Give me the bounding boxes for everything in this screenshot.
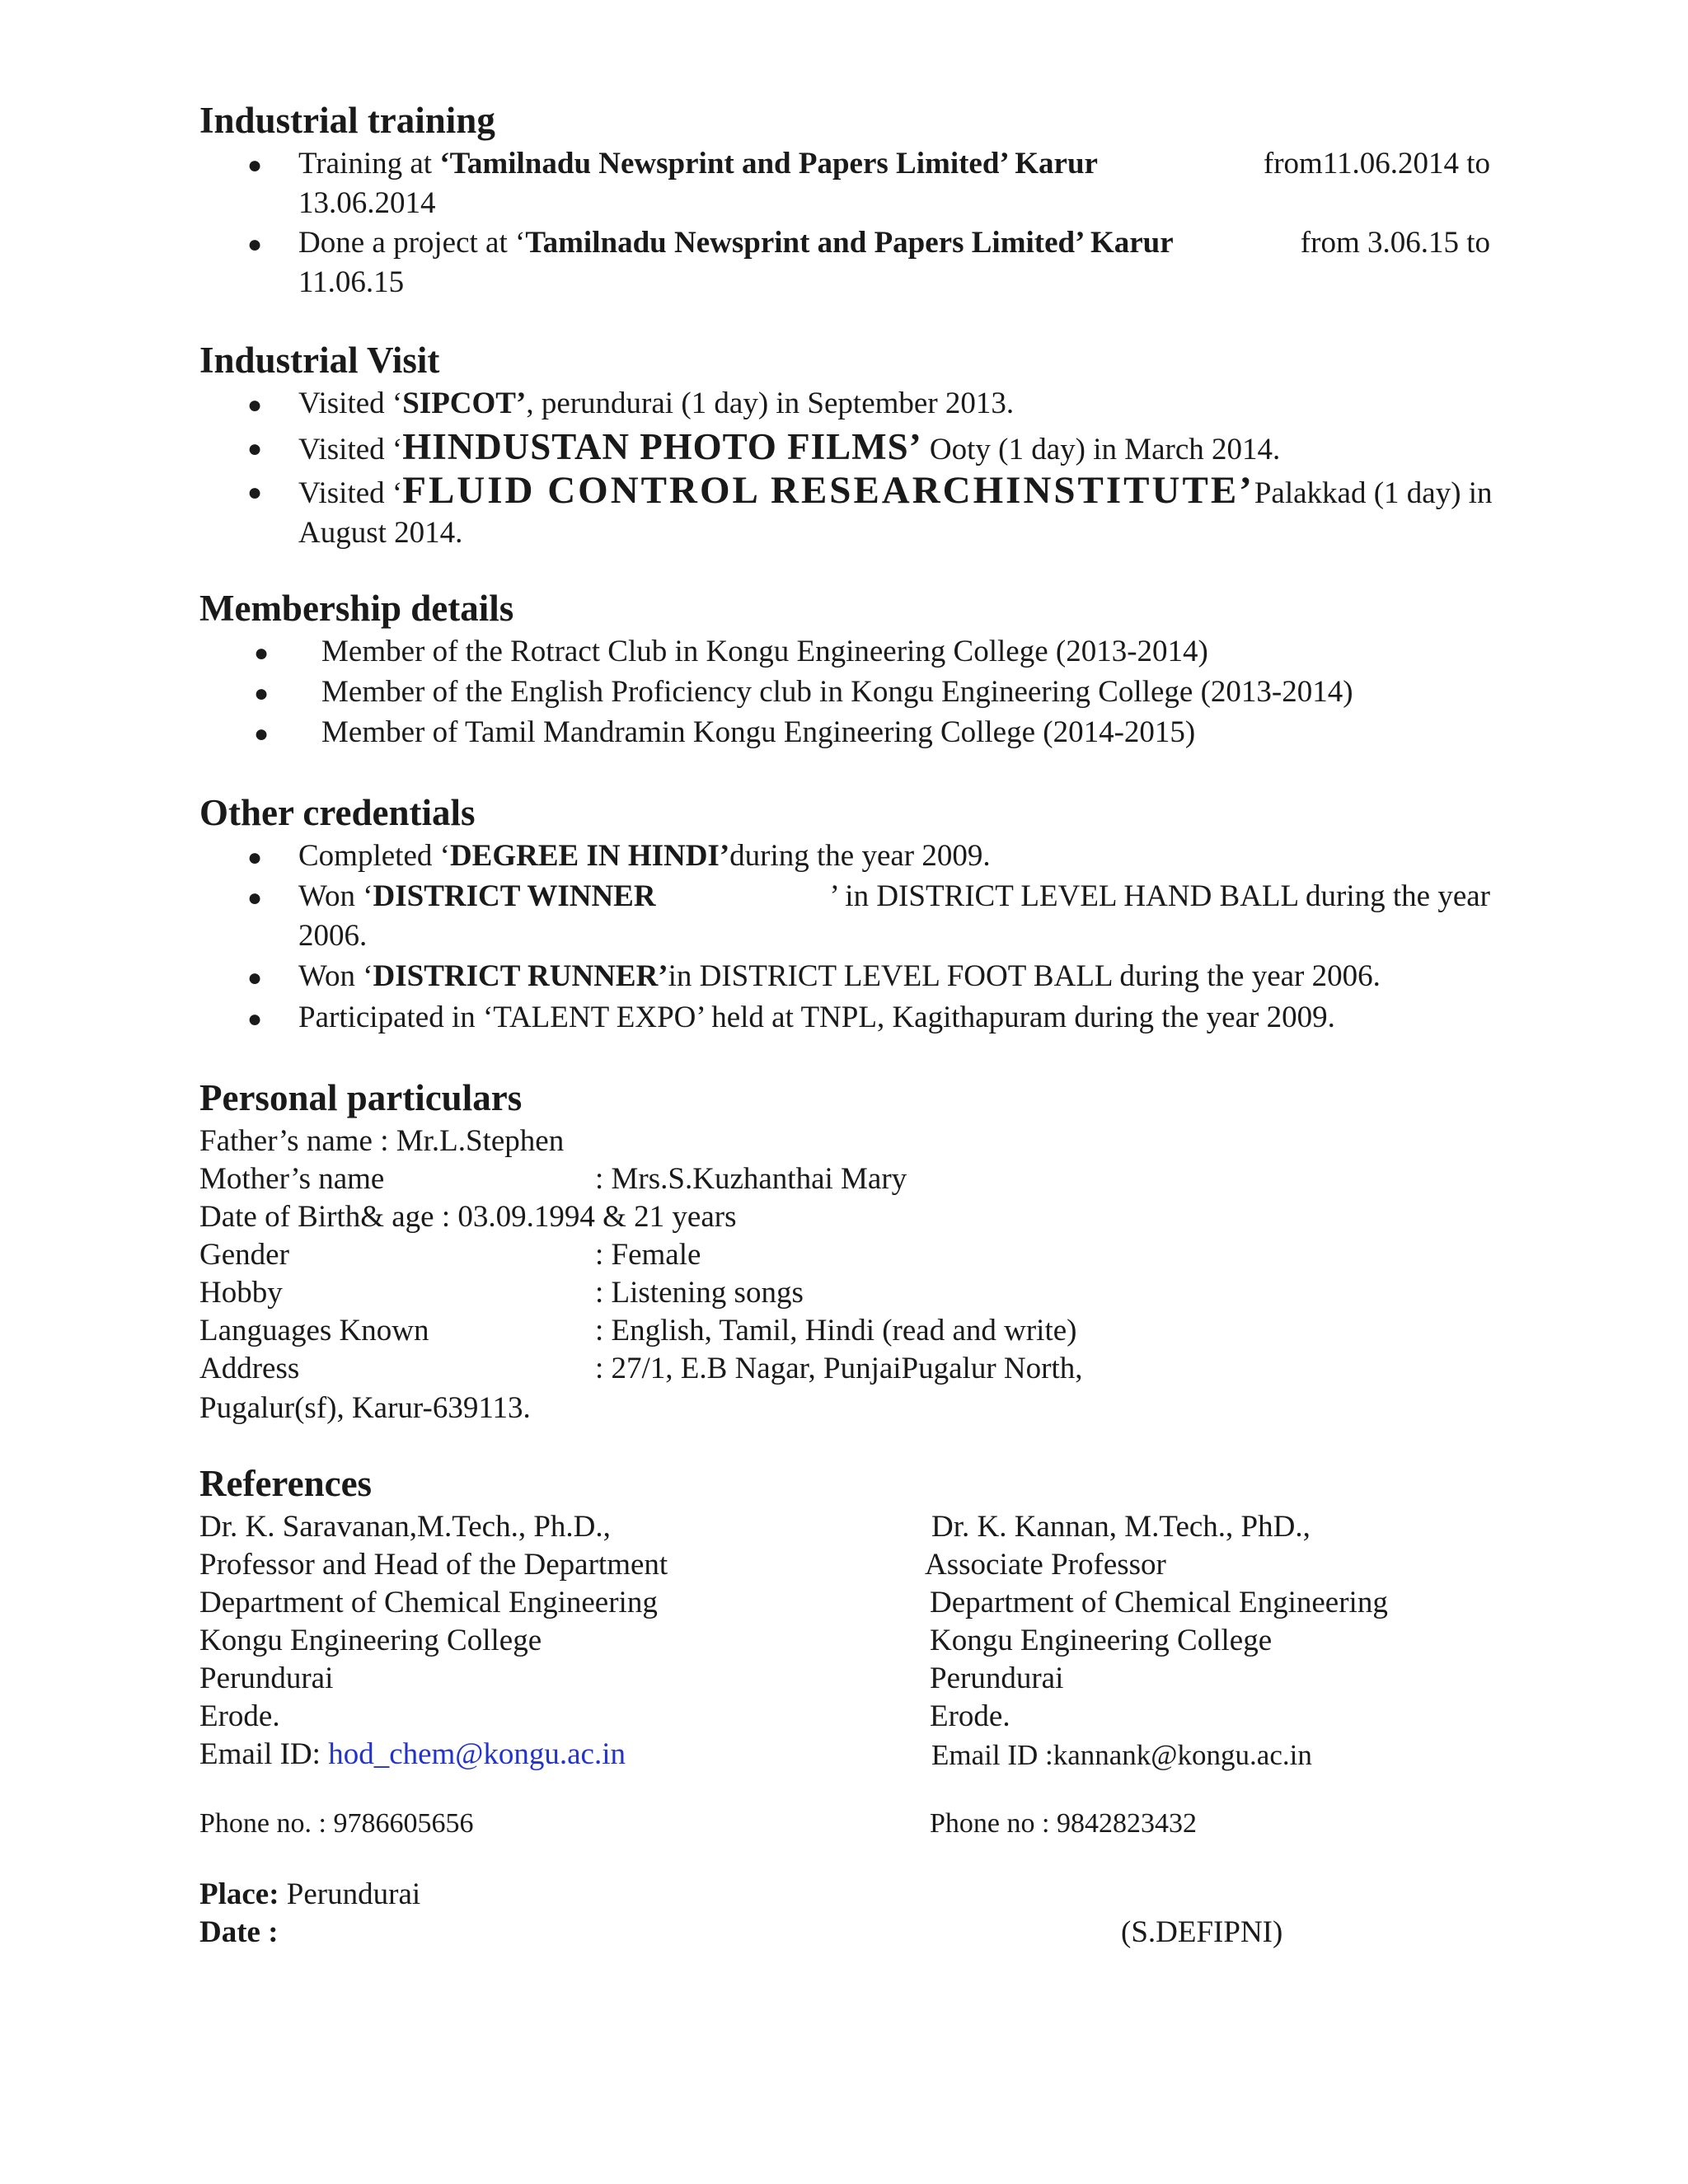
address-cont: Pugalur(sf), Karur-639113. bbox=[199, 1391, 531, 1425]
training-item-2-cont: 11.06.15 bbox=[298, 265, 405, 299]
ref1-name: Dr. K. Saravanan,M.Tech., Ph.D., bbox=[199, 1510, 611, 1544]
dob-age: Date of Birth& age : 03.09.1994 & 21 years bbox=[199, 1200, 737, 1234]
ref2-phone: Phone no : 9842823432 bbox=[930, 1808, 1197, 1839]
credential-item-3: Won ‘DISTRICT RUNNER’in DISTRICT LEVEL FOOT BALL during the year 2006. bbox=[298, 959, 1381, 993]
bullet: ● bbox=[247, 435, 263, 462]
ref1-phone: Phone no. : 9786605656 bbox=[199, 1808, 474, 1839]
bullet: ● bbox=[247, 479, 263, 506]
section-heading-industrial-training: Industrial training bbox=[199, 100, 495, 141]
bullet: ● bbox=[247, 1005, 263, 1033]
bullet: ● bbox=[247, 884, 263, 912]
visit-item-1: Visited ‘SIPCOT’, perundurai (1 day) in September 2013. bbox=[298, 387, 1015, 420]
visit-item-3: Visited ‘FLUID CONTROL RESEARCHINSTITUTE’ Palakkad (1 day) in bbox=[298, 469, 1493, 512]
gender-label: Gender bbox=[199, 1238, 289, 1272]
ref1-email: Email ID: hod_chem@kongu.ac.in bbox=[199, 1737, 626, 1771]
visit-item-3-cont: August 2014. bbox=[298, 516, 463, 550]
ref2-email: Email ID :kannank@kongu.ac.in bbox=[931, 1739, 1312, 1771]
bullet: ● bbox=[247, 231, 263, 258]
bullet: ● bbox=[247, 964, 263, 991]
visit-item-2: Visited ‘HINDUSTAN PHOTO FILMS’ Ooty (1 day) in March 2014. bbox=[298, 426, 1281, 467]
ref1-city: Erode. bbox=[199, 1699, 280, 1733]
ref2-college: Kongu Engineering College bbox=[930, 1624, 1273, 1657]
credential-item-4: Participated in ‘TALENT EXPO’ held at TNPL, Kagithapuram during the year 2009. bbox=[298, 1001, 1335, 1034]
membership-item: Member of the English Proficiency club in Kongu Engineering College (2013-2014) bbox=[321, 675, 1353, 709]
father-name: Father’s name : Mr.L.Stephen bbox=[199, 1124, 565, 1158]
section-heading-personal: Personal particulars bbox=[199, 1077, 523, 1118]
languages-value: : English, Tamil, Hindi (read and write) bbox=[595, 1314, 1077, 1347]
membership-item: Member of the Rotract Club in Kongu Engineering College (2013-2014) bbox=[321, 635, 1208, 668]
section-heading-membership: Membership details bbox=[199, 588, 514, 629]
hobby-value: : Listening songs bbox=[595, 1276, 804, 1310]
bullet: ● bbox=[247, 152, 263, 179]
training-item-1: Training at ‘Tamilnadu Newsprint and Papers Limited’ Karur from11.06.2014 to bbox=[298, 147, 1490, 180]
ref2-dept: Department of Chemical Engineering bbox=[930, 1586, 1388, 1619]
place: Place: Perundurai bbox=[199, 1877, 421, 1911]
section-heading-credentials: Other credentials bbox=[199, 792, 476, 833]
training-item-2: Done a project at ‘Tamilnadu Newsprint and Papers Limited’ Karur from 3.06.15 to bbox=[298, 226, 1490, 260]
ref1-email-link[interactable]: hod_chem@kongu.ac.in bbox=[328, 1737, 626, 1771]
ref1-town: Perundurai bbox=[199, 1661, 334, 1695]
ref2-town: Perundurai bbox=[930, 1661, 1064, 1695]
address-value: : 27/1, E.B Nagar, PunjaiPugalur North, bbox=[595, 1352, 1083, 1385]
credential-item-1: Completed ‘DEGREE IN HINDI’during the year 2009. bbox=[298, 839, 991, 873]
bullet: ● bbox=[247, 844, 263, 871]
ref2-title: Associate Professor bbox=[925, 1548, 1166, 1582]
hobby-label: Hobby bbox=[199, 1276, 283, 1310]
mother-value: : Mrs.S.Kuzhanthai Mary bbox=[595, 1162, 907, 1196]
ref2-city: Erode. bbox=[930, 1699, 1010, 1733]
bullet: ● bbox=[254, 680, 270, 707]
section-heading-industrial-visit: Industrial Visit bbox=[199, 340, 440, 381]
gender-value: : Female bbox=[595, 1238, 701, 1272]
mother-label: Mother’s name bbox=[199, 1162, 385, 1196]
ref2-name: Dr. K. Kannan, M.Tech., PhD., bbox=[931, 1510, 1311, 1544]
signature-name: (S.DEFIPNI) bbox=[1121, 1915, 1283, 1949]
address-label: Address bbox=[199, 1352, 300, 1385]
membership-item: Member of Tamil Mandramin Kongu Engineering College (2014-2015) bbox=[321, 715, 1196, 749]
credential-item-2-cont: 2006. bbox=[298, 919, 368, 953]
ref1-college: Kongu Engineering College bbox=[199, 1624, 542, 1657]
date-label: Date : bbox=[199, 1915, 279, 1949]
ref1-title: Professor and Head of the Department bbox=[199, 1548, 668, 1582]
training-item-1-cont: 13.06.2014 bbox=[298, 186, 436, 220]
credential-item-2: Won ‘DISTRICT WINNER ’ in DISTRICT LEVEL HAND BALL during the year bbox=[298, 879, 1490, 913]
bullet: ● bbox=[254, 720, 270, 748]
bullet: ● bbox=[247, 391, 263, 419]
bullet: ● bbox=[254, 640, 270, 667]
section-heading-references: References bbox=[199, 1463, 373, 1504]
ref1-dept: Department of Chemical Engineering bbox=[199, 1586, 658, 1619]
languages-label: Languages Known bbox=[199, 1314, 429, 1347]
